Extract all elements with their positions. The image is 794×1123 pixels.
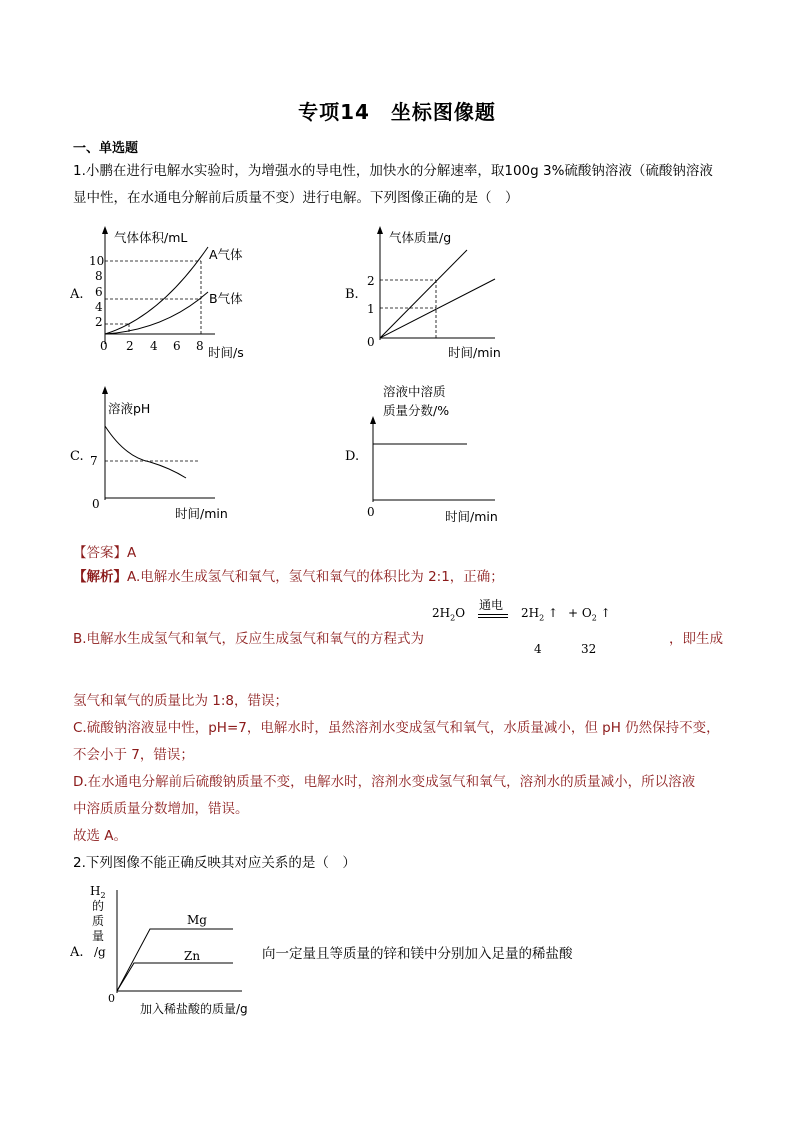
mg-line (117, 929, 233, 991)
eq-mass-o2: 32 (581, 642, 597, 656)
x-axis-label: 时间/min (448, 345, 501, 360)
page-title: 专项14 坐标图像题 (298, 100, 496, 124)
option-b-label: B. (345, 287, 359, 302)
x-tick-8: 8 (196, 339, 204, 353)
question-1-line-1: 1.小鹏在进行电解水实验时，为增强水的导电性，加快水的分解速率，取100g 3%硫酸钠溶液（硫酸钠溶液 (73, 163, 713, 179)
mg-label: Mg (187, 913, 207, 927)
eq-lhs: $2H_2O$ (432, 606, 466, 623)
y-tick-10: 10 (89, 254, 105, 268)
eq-product-2: + $O_2$ ↑ (568, 606, 611, 623)
x-tick-4: 4 (150, 339, 158, 353)
ph-curve (105, 426, 186, 478)
analysis-b: B.电解水生成氢气和氧气，反应生成氢气和氧气的方程式为 (73, 631, 425, 647)
q2-option-a-graph (70, 880, 280, 1020)
x-tick-6: 6 (173, 339, 181, 353)
analysis-d2: 中溶质质量分数增加，错误。 (73, 801, 249, 817)
origin-label: 0 (92, 497, 100, 511)
y-axis-label-1: 溶液中溶质 (383, 384, 446, 399)
curve-a (105, 247, 208, 334)
ylab-liang: 量 (92, 929, 105, 943)
q1-option-a-graph (70, 222, 270, 367)
analysis-c1: C.硫酸钠溶液显中性，pH=7，电解水时，虽然溶剂水变成氢气和氧气，水质量减小，但 pH 仍然保持不变， (73, 720, 720, 736)
analysis-tag: 【解析】 (73, 569, 127, 585)
ylab-unit: /g (94, 945, 106, 959)
zn-label: Zn (184, 949, 201, 963)
y-tick-1: 1 (367, 302, 375, 316)
option-a-label: A. (70, 287, 84, 302)
analysis-b2: 氢气和氧气的质量比为 1:8，错误； (73, 693, 289, 709)
q1-option-b-graph (345, 222, 525, 367)
y-tick-6: 6 (95, 285, 103, 299)
analysis-b-tail: ，即生成 (669, 631, 723, 647)
eq-bar-2 (478, 617, 508, 618)
q2-option-a-label: A. (70, 945, 84, 960)
q1-option-c-graph (70, 382, 250, 527)
x-tick-2: 2 (126, 339, 134, 353)
zn-line (117, 963, 233, 991)
ylab-zhi: 质 (92, 914, 105, 928)
section-heading: 一、单选题 (73, 141, 139, 156)
eq-mass-h2: 4 (534, 642, 542, 656)
origin-label: 0 (367, 335, 375, 349)
ylab-h2: $H_2$ (90, 884, 106, 900)
y-axis-arrow (370, 416, 376, 424)
chemical-equation (432, 598, 632, 658)
answer-line (73, 541, 136, 561)
y-tick-2: 2 (95, 315, 103, 329)
eq-condition: 通电 (479, 598, 504, 612)
question-2: 2.下列图像不能正确反映其对应关系的是（ ） (73, 855, 356, 871)
y-axis-label: 气体质量/g (389, 230, 452, 245)
curve-a-label: A气体 (209, 247, 243, 262)
q2-option-a-desc: 向一定量且等质量的锌和镁中分别加入足量的稀盐酸 (262, 946, 573, 962)
y-axis-arrow (102, 386, 108, 394)
curve-b-label: B气体 (209, 291, 243, 306)
question-1-line-2: 显中性，在水通电分解前后质量不变）进行电解。下列图像正确的是（ ） (73, 190, 519, 206)
x-axis-label: 时间/min (445, 509, 498, 524)
analysis-a-text: A.电解水生成氢气和氧气，氢气和氧气的体积比为 2:1，正确； (127, 569, 504, 585)
eq-product-1: $2H_2$ ↑ (521, 606, 559, 623)
y-axis-label: 溶液pH (108, 401, 151, 416)
origin-label: 0 (108, 992, 115, 1005)
y-axis-arrow (102, 226, 108, 234)
y-axis-label-2: 质量分数/% (383, 403, 450, 418)
y-axis-arrow (377, 226, 383, 234)
line-shallow (380, 279, 495, 338)
ylab-de: 的 (92, 899, 105, 913)
analysis-a (73, 564, 504, 591)
q1-option-d-graph (345, 382, 525, 527)
answer-value: A (127, 545, 137, 561)
origin-label: 0 (367, 505, 375, 519)
line-steep (380, 250, 467, 338)
y-tick-4: 4 (95, 300, 103, 314)
analysis-c2: 不会小于 7，错误； (73, 747, 194, 763)
y-axis-label: 气体体积/mL (114, 230, 188, 245)
answer-tag: 【答案】 (73, 545, 127, 561)
analysis-conclusion: 故选 A。 (73, 828, 128, 844)
x-axis-label: 加入稀盐酸的质量/g (140, 1002, 248, 1016)
x-axis-label: 时间/s (208, 345, 244, 360)
eq-bar-1 (478, 614, 508, 615)
y-tick-7: 7 (90, 454, 98, 468)
x-axis-label: 时间/min (175, 506, 228, 521)
y-tick-8: 8 (95, 269, 103, 283)
option-d-label: D. (345, 449, 360, 464)
y-tick-2: 2 (367, 274, 375, 288)
origin-label: 0 (100, 339, 108, 353)
analysis-d1: D.在水通电分解前后硫酸钠质量不变，电解水时，溶剂水变成氢气和氧气，溶剂水的质量减小，所以溶液 (73, 774, 696, 790)
option-c-label: C. (70, 449, 84, 464)
